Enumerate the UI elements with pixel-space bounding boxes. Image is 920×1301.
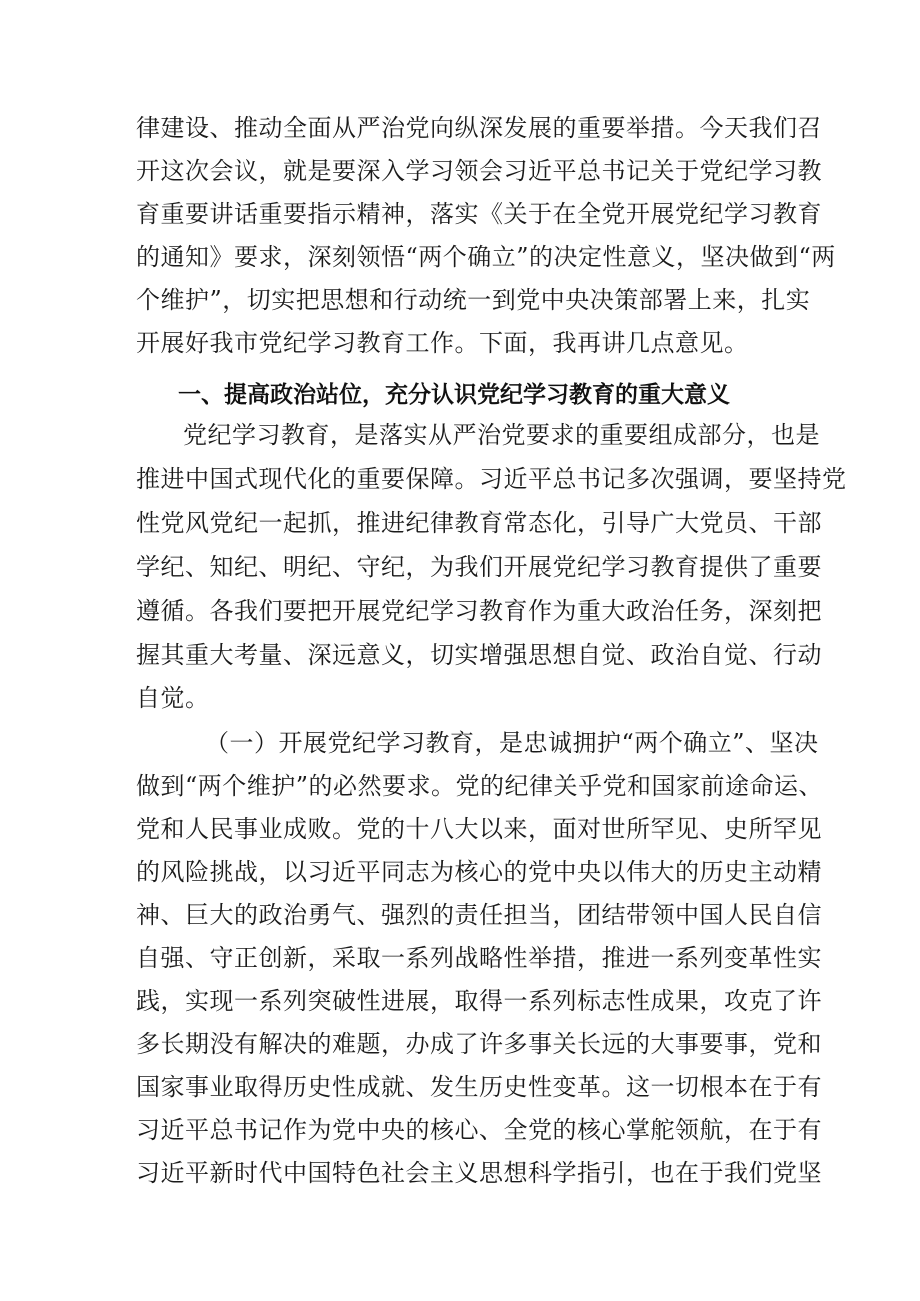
paragraph-line: 的风险挑战，以习近平同志为核心的党中央以伟大的历史主动精 xyxy=(136,858,822,886)
paragraph-line: 律建设、推动全面从严治党向纵深发展的重要举措。今天我们召 xyxy=(136,114,822,142)
paragraph-line: 握其重大考量、深远意义，切实增强思想自觉、政治自觉、行动 xyxy=(136,641,822,669)
paragraph-line: （一）开展党纪学习教育，是忠诚拥护“两个确立”、坚决 xyxy=(205,729,819,757)
paragraph-line: 党和人民事业成败。党的十八大以来，面对世所罕见、史所罕见 xyxy=(136,815,822,843)
paragraph-line: 习近平总书记作为党中央的核心、全党的核心掌舵领航，在于有 xyxy=(136,1116,822,1144)
paragraph-line: 开这次会议，就是要深入学习领会习近平总书记关于党纪学习教 xyxy=(136,157,822,185)
paragraph-line: 自觉。 xyxy=(136,684,210,712)
paragraph-line: 做到“两个维护”的必然要求。党的纪律关乎党和国家前途命运、 xyxy=(136,772,824,800)
paragraph-line: 党纪学习教育，是落实从严治党要求的重要组成部分，也是 xyxy=(183,421,820,449)
paragraph-line: 性党风党纪一起抓，推进纪律教育常态化，引导广大党员、干部 xyxy=(136,509,822,537)
section-heading: 一、提高政治站位，充分认识党纪学习教育的重大意义 xyxy=(178,382,730,408)
paragraph-line: 践，实现一系列突破性进展，取得一系列标志性成果，攻克了许 xyxy=(136,987,822,1015)
paragraph-line: 学纪、知纪、明纪、守纪，为我们开展党纪学习教育提供了重要 xyxy=(136,553,822,581)
paragraph-line: 习近平新时代中国特色社会主义思想科学指引，也在于我们党坚 xyxy=(136,1159,822,1187)
paragraph-line: 神、巨大的政治勇气、强烈的责任担当，团结带领中国人民自信 xyxy=(136,901,822,929)
paragraph-line: 自强、守正创新，采取一系列战略性举措，推进一系列变革性实 xyxy=(136,944,822,972)
paragraph-line: 国家事业取得历史性成就、发生历史性变革。这一切根本在于有 xyxy=(136,1073,822,1101)
paragraph-line: 遵循。各我们要把开展党纪学习教育作为重大政治任务，深刻把 xyxy=(136,597,822,625)
paragraph-line: 开展好我市党纪学习教育工作。下面，我再讲几点意见。 xyxy=(136,329,749,357)
paragraph-line: 个维护”，切实把思想和行动统一到党中央决策部署上来，扎实 xyxy=(136,286,811,314)
paragraph-line: 多长期没有解决的难题，办成了许多事关长远的大事要事，党和 xyxy=(136,1030,822,1058)
paragraph-line: 的通知》要求，深刻领悟“两个确立”的决定性意义，坚决做到“两 xyxy=(136,243,836,271)
paragraph-line: 育重要讲话重要指示精神，落实《关于在全党开展党纪学习教育 xyxy=(136,200,822,228)
paragraph-line: 推进中国式现代化的重要保障。习近平总书记多次强调，要坚持党 xyxy=(136,465,847,493)
